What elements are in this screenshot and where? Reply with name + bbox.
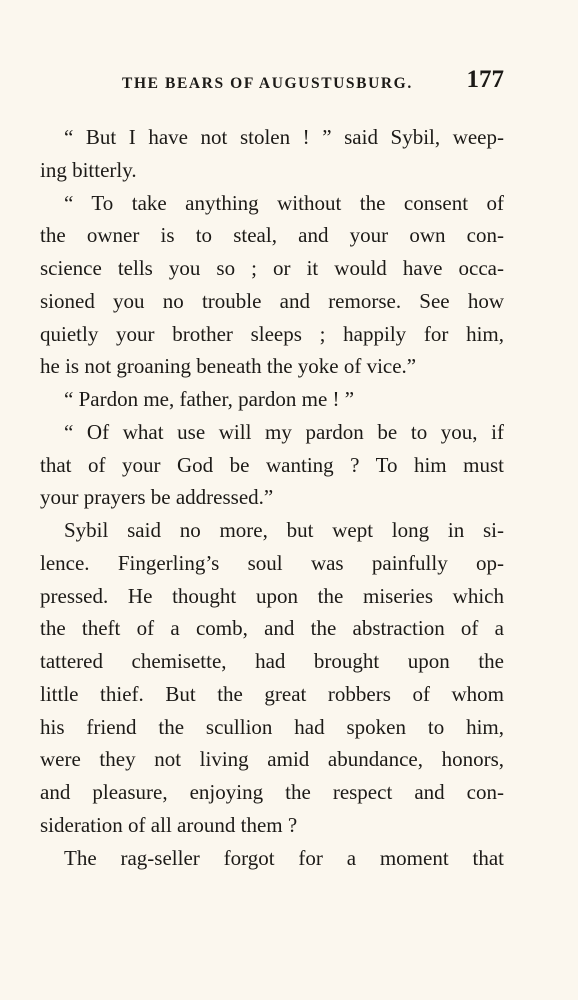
text-line: little thief. But the great robbers of whom	[40, 681, 504, 706]
text-line: he is not groaning beneath the yoke of vice.”	[40, 354, 417, 379]
text-line: the owner is to steal, and your own con-	[40, 223, 504, 248]
text-line: lence. Fingerling’s soul was painfully op-	[40, 550, 504, 575]
text-line: were they not living amid abundance, honors,	[40, 747, 504, 772]
text-line: “ But I have not stolen ! ” said Sybil, weep-	[64, 125, 504, 149]
text-line: ing bitterly.	[40, 157, 137, 182]
page-header	[40, 66, 504, 100]
text-line: quietly your brother sleeps ; happily for him,	[40, 321, 504, 346]
text-line: tattered chemisette, had brought upon the	[40, 649, 504, 673]
text-line: sideration of all around them ?	[40, 812, 298, 837]
text-line: “ Pardon me, father, pardon me ! ”	[64, 387, 355, 411]
text-line: Sybil said no more, but wept long in si-	[64, 518, 504, 542]
text-line: “ To take anything without the consent of	[64, 190, 504, 215]
text-line: sioned you no trouble and remorse. See how	[40, 288, 504, 313]
running-title: THE BEARS OF AUGUSTUSBURG.	[122, 75, 413, 92]
body-text	[40, 121, 504, 874]
text-line: “ Of what use will my pardon be to you, if	[64, 419, 504, 444]
text-line: science tells you so ; or it would have occa-	[40, 256, 504, 280]
text-line: The rag-seller forgot for a moment that	[64, 845, 504, 870]
text-line: his friend the scullion had spoken to him,	[40, 714, 504, 739]
text-line: the theft of a comb, and the abstraction of a	[40, 616, 504, 641]
text-line: your prayers be addressed.”	[40, 485, 274, 510]
text-line: pressed. He thought upon the miseries which	[40, 583, 504, 608]
page-number: 177	[466, 66, 504, 93]
text-line: that of your God be wanting ? To him must	[40, 452, 504, 477]
text-line: and pleasure, enjoying the respect and con-	[40, 780, 504, 804]
